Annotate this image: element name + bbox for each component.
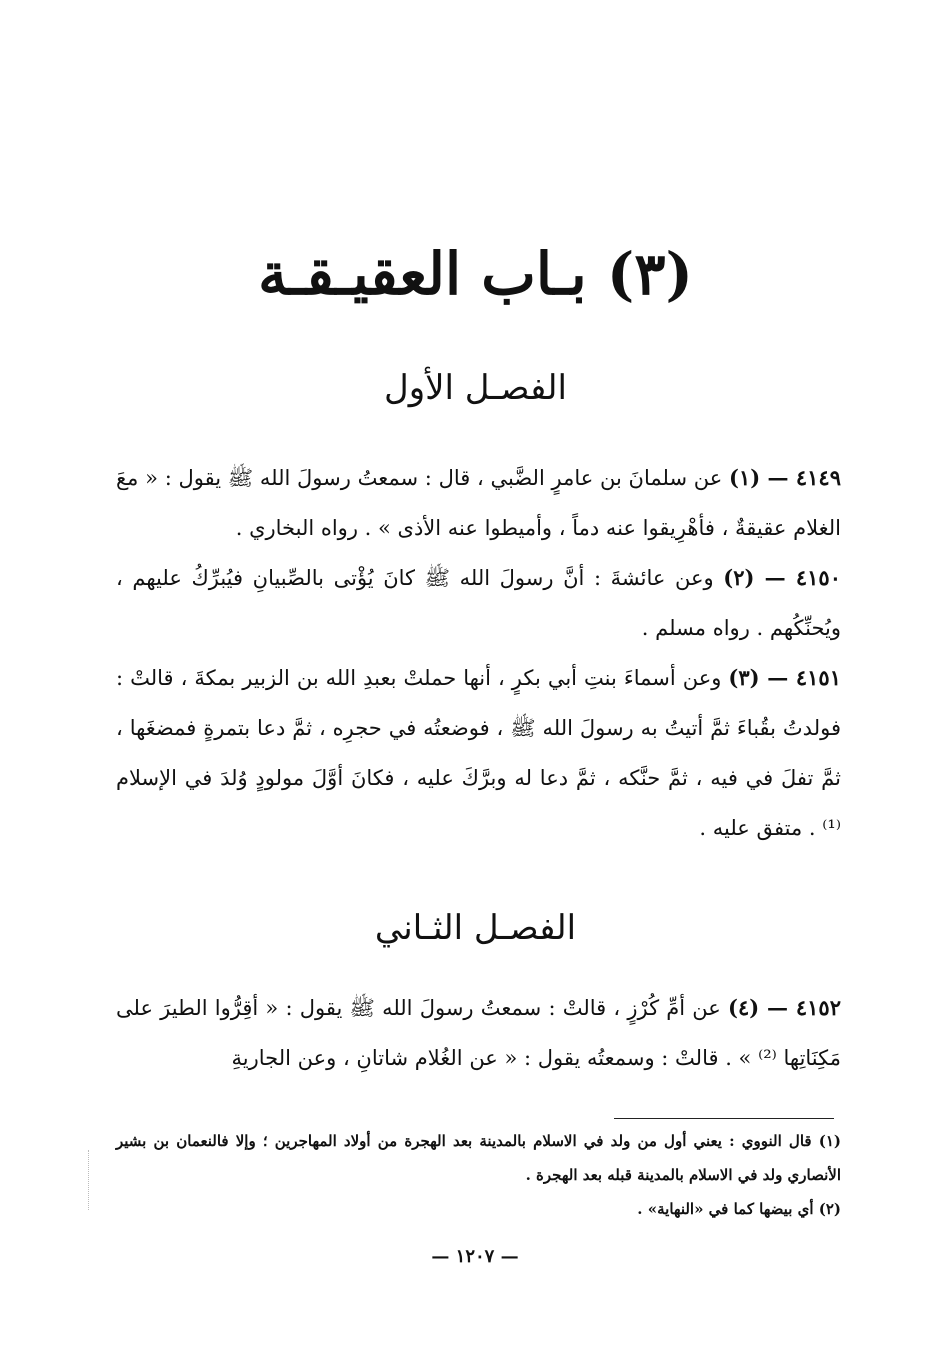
page-number: — ١٢٠٧ —: [431, 1246, 519, 1267]
section-title-first: الفصـل الأول: [384, 368, 567, 408]
footnotes: [116, 1124, 841, 1226]
hadith-number: ٤١٥٠ — (٢): [723, 565, 841, 590]
hadith-4150: [116, 553, 841, 653]
hadith-number: ٤١٤٩ — (١): [729, 465, 841, 490]
section-title-second: الفصـل الثـاني: [374, 908, 577, 948]
chapter-title: (٣) بـاب العقيـقـة: [258, 240, 693, 308]
section-second-body: [116, 983, 841, 1083]
footnote-1: (١) قال النووي : يعني أول من ولد في الاسلام بالمدينة بعد الهجرة من أولاد المهاجرين ؛ وإلا فالنعمان بن بشير الأنصاري ولد في الاسلام بالمدينة قبله بعد الهجرة .: [116, 1132, 841, 1184]
hadith-text: وعن عائشةَ : أنَّ رسولَ الله ﷺ كانَ يُؤْتى بالصِّبيانِ فيُبرِّكُ عليهم ، ويُحنِّكُهم . رواه مسلم .: [116, 566, 841, 640]
hadith-number: ٤١٥٢ — (٤): [728, 995, 841, 1020]
margin-mark: [88, 1150, 91, 1210]
hadith-4149: [116, 453, 841, 553]
section-first-body: [116, 453, 841, 853]
footnote-2: (٢) أي بيضها كما في «النهاية» .: [637, 1200, 841, 1218]
hadith-text: عن سلمانَ بن عامرٍ الضَّبي ، قال : سمعتُ رسولَ الله ﷺ يقول : « معَ الغلام عقيقةٌ ، فأهْرِيقوا عنه دماً ، وأميطوا عنه الأذى » . رواه البخاري .: [116, 466, 841, 540]
hadith-text: وعن أسماءَ بنتِ أبي بكرٍ ، أنها حملتْ بعبدِ الله بن الزبير بمكةَ ، قالتْ : فولدتُ بقُباءَ ثمَّ أتيتُ به رسولَ الله ﷺ ، فوضعتُه في حجرِه ، ثمَّ دعا بتمرةٍ فمضغَها ، ثمَّ تفلَ في فيه ، ثمَّ حنَّكه ، ثمَّ دعا له وبرَّكَ عليه ، فكانَ أوَّلَ مولودٍ وُلدَ في الإسلام ⁽¹⁾ . متفق عليه .: [116, 666, 841, 840]
hadith-4152: [116, 983, 841, 1083]
footnote-divider: [614, 1118, 834, 1119]
hadith-number: ٤١٥١ — (٣): [728, 665, 841, 690]
hadith-4151: [116, 653, 841, 853]
hadith-text: عن أمِّ كُرْزٍ ، قالتْ : سمعتُ رسولَ الله ﷺ يقول : « أقِرُّوا الطيرَ على مَكِنَاتِها ⁽²⁾ » . قالتْ : وسمعتُه يقول : « عن الغُلام شاتانِ ، وعن الجاريةِ: [116, 996, 841, 1070]
